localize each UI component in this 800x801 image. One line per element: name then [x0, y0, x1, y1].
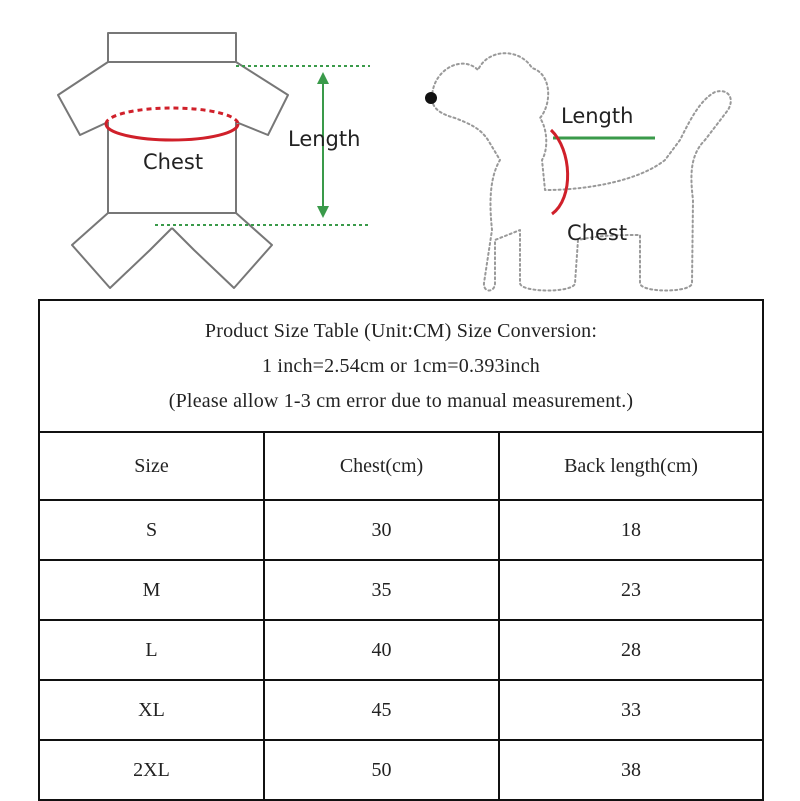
- header-back-length: Back length(cm): [499, 432, 763, 500]
- cell-chest: 50: [264, 740, 499, 800]
- table-caption-row: [39, 300, 763, 432]
- garment-length-label: Length: [288, 127, 361, 151]
- cell-size: 2XL: [39, 740, 264, 800]
- measurement-diagrams: [0, 0, 800, 300]
- cell-size: M: [39, 560, 264, 620]
- cell-size: L: [39, 620, 264, 680]
- header-chest: Chest(cm): [264, 432, 499, 500]
- table-row: [39, 500, 763, 560]
- cell-back-length: 23: [499, 560, 763, 620]
- size-table: [38, 299, 764, 801]
- dog-chest-label: Chest: [567, 221, 628, 245]
- caption-line: (Please allow 1-3 cm error due to manual measurement.): [168, 389, 634, 412]
- caption-line: 1 inch=2.54cm or 1cm=0.393inch: [262, 354, 540, 377]
- dog-nose-icon: [425, 92, 437, 104]
- garment-chest-marker: [106, 108, 238, 140]
- cell-chest: 45: [264, 680, 499, 740]
- table-row: [39, 680, 763, 740]
- table-row: [39, 560, 763, 620]
- cell-back-length: 33: [499, 680, 763, 740]
- cell-chest: 30: [264, 500, 499, 560]
- header-size: Size: [39, 432, 264, 500]
- cell-back-length: 18: [499, 500, 763, 560]
- cell-chest: 35: [264, 560, 499, 620]
- cell-size: XL: [39, 680, 264, 740]
- diagram-drawing: [0, 0, 800, 300]
- dog-chest-marker: [551, 130, 568, 214]
- table-row: [39, 620, 763, 680]
- table-header-row: [39, 432, 763, 500]
- dog-outline: [432, 53, 731, 290]
- cell-back-length: 28: [499, 620, 763, 680]
- size-table-caption: [39, 300, 763, 432]
- cell-chest: 40: [264, 620, 499, 680]
- dog-length-label: Length: [561, 104, 634, 128]
- cell-back-length: 38: [499, 740, 763, 800]
- cell-size: S: [39, 500, 264, 560]
- garment-chest-label: Chest: [143, 150, 204, 174]
- caption-line: Product Size Table (Unit:CM) Size Conversion:: [204, 319, 598, 342]
- table-row: [39, 740, 763, 800]
